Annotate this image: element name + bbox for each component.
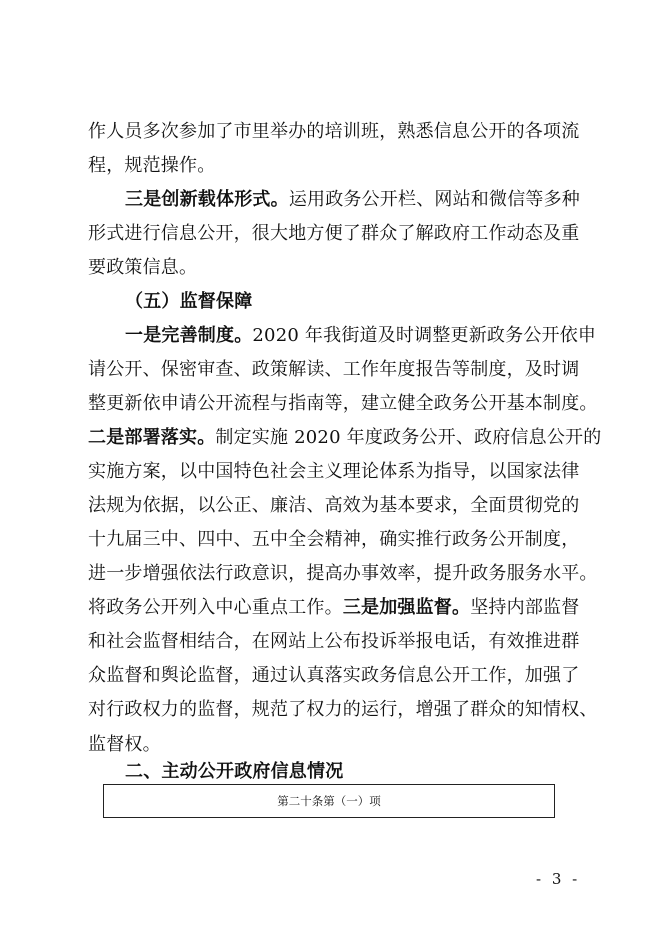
- paragraph-1-line-1: 作人员多次参加了市里举办的培训班，熟悉信息公开的各项流: [88, 121, 580, 142]
- paragraph-3-bold-lead-1: 一是完善制度。: [125, 325, 253, 346]
- table-header-cell: 第二十条第（一）项: [277, 794, 381, 808]
- paragraph-3-line-11: 众监督和舆论监督，通过认真落实政务信息公开工作，加强了: [88, 665, 580, 686]
- paragraph-3-line-9-start: 将政务公开列入中心重点工作。: [88, 597, 343, 618]
- paragraph-3-line-7: 十九届三中、四中、五中全会精神，确实推行政务公开制度，: [88, 529, 580, 550]
- paragraph-2-line-3: 要政策信息。: [88, 257, 198, 278]
- section-heading-supervision: （五）监督保障: [125, 291, 253, 312]
- paragraph-3-line-4-rest: 制定实施 2020 年度政务公开、政府信息公开的: [215, 427, 602, 448]
- paragraph-3-bold-lead-2: 二是部署落实。: [88, 427, 216, 448]
- paragraph-3-line-1: [125, 325, 597, 346]
- paragraph-2-line-2: 形式进行信息公开，很大地方便了群众了解政府工作动态及重: [88, 223, 580, 244]
- paragraph-3-line-13: 监督权。: [88, 734, 161, 755]
- paragraph-3-line-4: [88, 427, 602, 448]
- paragraph-2-line-1-rest: 运用政务公开栏、网站和微信等多种: [288, 189, 581, 210]
- paragraph-3-line-1-rest: 2020 年我街道及时调整更新政务公开依申: [252, 325, 597, 346]
- paragraph-3-line-6: 法规为依据，以公正、廉洁、高效为基本要求，全面贯彻党的: [88, 495, 580, 516]
- paragraph-2-line-1: [125, 189, 581, 210]
- paragraph-3-line-10: 和社会监督相结合，在网站上公布投诉举报电话，有效推进群: [88, 631, 580, 652]
- disclosure-table: [103, 784, 555, 818]
- paragraph-3-line-2: 请公开、保密审查、政策解读、工作年度报告等制度，及时调: [88, 359, 580, 380]
- paragraph-2-bold-lead: 三是创新载体形式。: [125, 189, 289, 210]
- section-2-heading: 二、主动公开政府信息情况: [125, 761, 344, 782]
- page-number: - 3 -: [536, 870, 581, 888]
- paragraph-3-line-9: [88, 598, 578, 618]
- paragraph-3-bold-lead-3: 三是加强监督。: [342, 597, 471, 618]
- paragraph-3-line-12: 对行政权力的监督，规范了权力的运行，增强了群众的知情权、: [88, 699, 598, 720]
- paragraph-3-line-9-rest: 坚持内部监督: [470, 597, 580, 618]
- paragraph-3-line-3: 整更新依申请公开流程与指南等，建立健全政务公开基本制度。: [88, 393, 598, 414]
- paragraph-1-line-2: 程，规范操作。: [88, 155, 216, 176]
- paragraph-3-line-5: 实施方案，以中国特色社会主义理论体系为指导，以国家法律: [88, 461, 580, 482]
- paragraph-3-line-8: 进一步增强依法行政意识，提高办事效率，提升政务服务水平。: [88, 563, 598, 584]
